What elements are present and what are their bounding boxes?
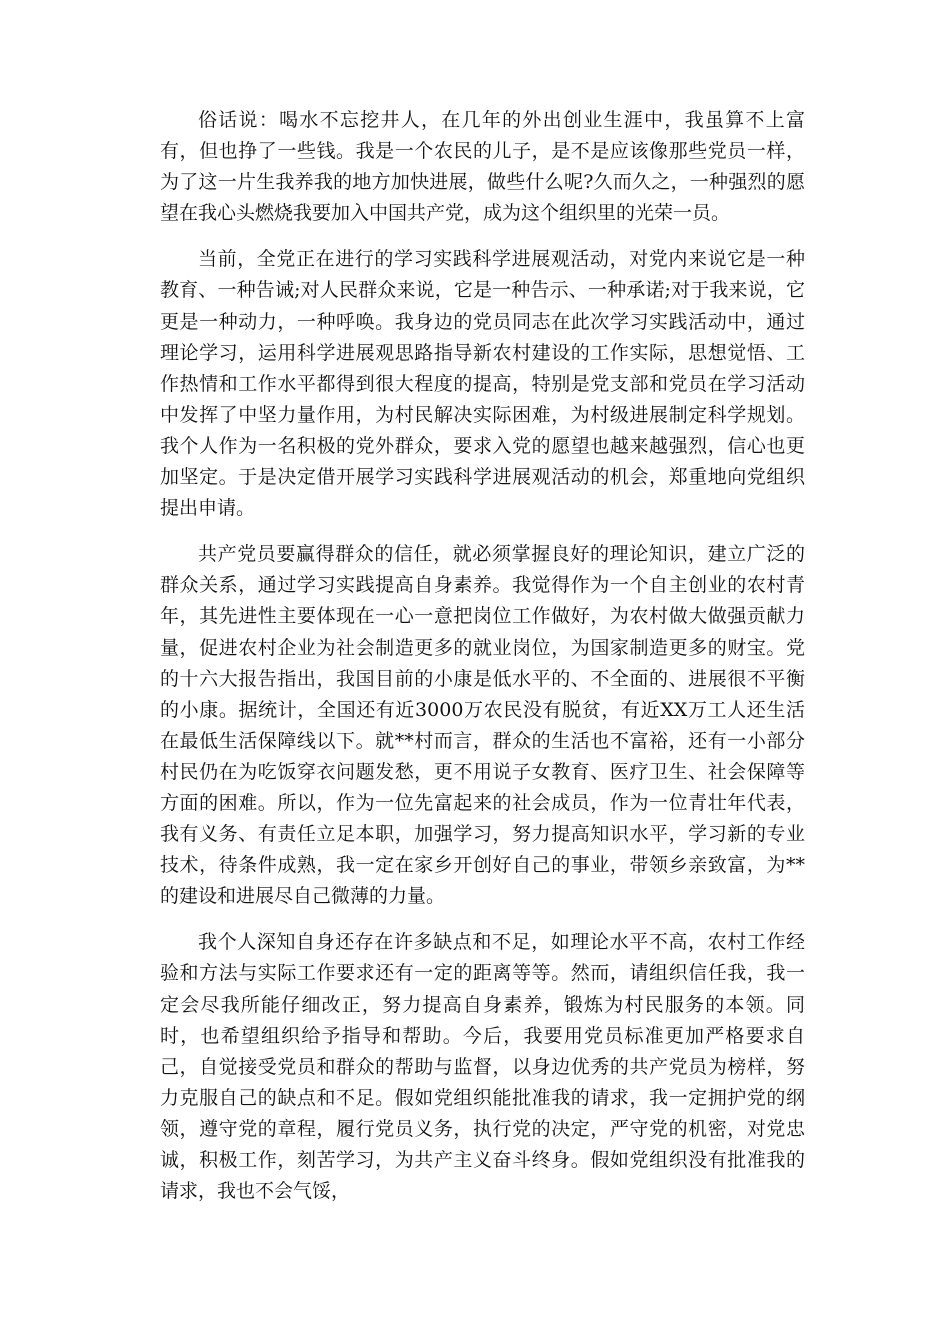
document-body <box>160 105 805 1222</box>
paragraph-4: 我个人深知自身还存在许多缺点和不足，如理论水平不高，农村工作经验和方法与实际工作要求还有一定的距离等等。然而，请组织信任我，我一定会尽我所能仔细改正，努力提高自身素养，锻炼为村民服务的本领。同时，也希望组织给予指导和帮助。今后，我要用党员标准更加严格要求自己，自觉接受党员和群众的帮助与监督，以身边优秀的共产党员为榜样，努力克服自己的缺点和不足。假如党组织能批准我的请求，我一定拥护党的纲领，遵守党的章程，履行党员义务，执行党的决定，严守党的机密，对党忠诚，积极工作，刻苦学习，为共产主义奋斗终身。假如党组织没有批准我的请求，我也不会气馁， <box>160 931 805 1203</box>
paragraph-1: 俗话说：喝水不忘挖井人，在几年的外出创业生涯中，我虽算不上富有，但也挣了一些钱。我是一个农民的儿子，是不是应该像那些党员一样，为了这一片生我养我的地方加快进展，做些什么呢?久而久之，一种强烈的愿望在我心头燃烧我要加入中国共产党，成为这个组织里的光荣一员。 <box>160 109 805 225</box>
paragraph-2: 当前，全党正在进行的学习实践科学进展观活动，对党内来说它是一种教育、一种告诫;对人民群众来说，它是一种告示、一种承诺;对于我来说，它更是一种动力，一种呼唤。我身边的党员同志在此次学习实践活动中，通过理论学习，运用科学进展观思路指导新农村建设的工作实际，思想觉悟、工作热情和工作水平都得到很大程度的提高，特别是党支部和党员在学习活动中发挥了中坚力量作用，为村民解决实际困难，为村级进展制定科学规划。我个人作为一名积极的党外群众，要求入党的愿望也越来越强烈，信心也更加坚定。于是决定借开展学习实践科学进展观活动的机会，郑重地向党组织提出申请。 <box>160 248 805 520</box>
paragraph-3: 共产党员要赢得群众的信任，就必须掌握良好的理论知识，建立广泛的群众关系，通过学习实践提高自身素养。我觉得作为一个自主创业的农村青年，其先进性主要体现在一心一意把岗位工作做好，为农村做大做强贡献力量，促进农村企业为社会制造更多的就业岗位，为国家制造更多的财宝。党的十六大报告指出，我国目前的小康是低水平的、不全面的、进展很不平衡的小康。据统计，全国还有近3000万农民没有脱贫，有近XX万工人还生活在最低生活保障线以下。就**村而言，群众的生活也不富裕，还有一小部分村民仍在为吃饭穿衣问题发愁，更不用说子女教育、医疗卫生、社会保障等方面的困难。所以，作为一位先富起来的社会成员，作为一位青壮年代表，我有义务、有责任立足本职，加强学习，努力提高知识水平，学习新的专业技术，待条件成熟，我一定在家乡开创好自己的事业，带领乡亲致富，为**的建设和进展尽自己微薄的力量。 <box>160 543 805 908</box>
